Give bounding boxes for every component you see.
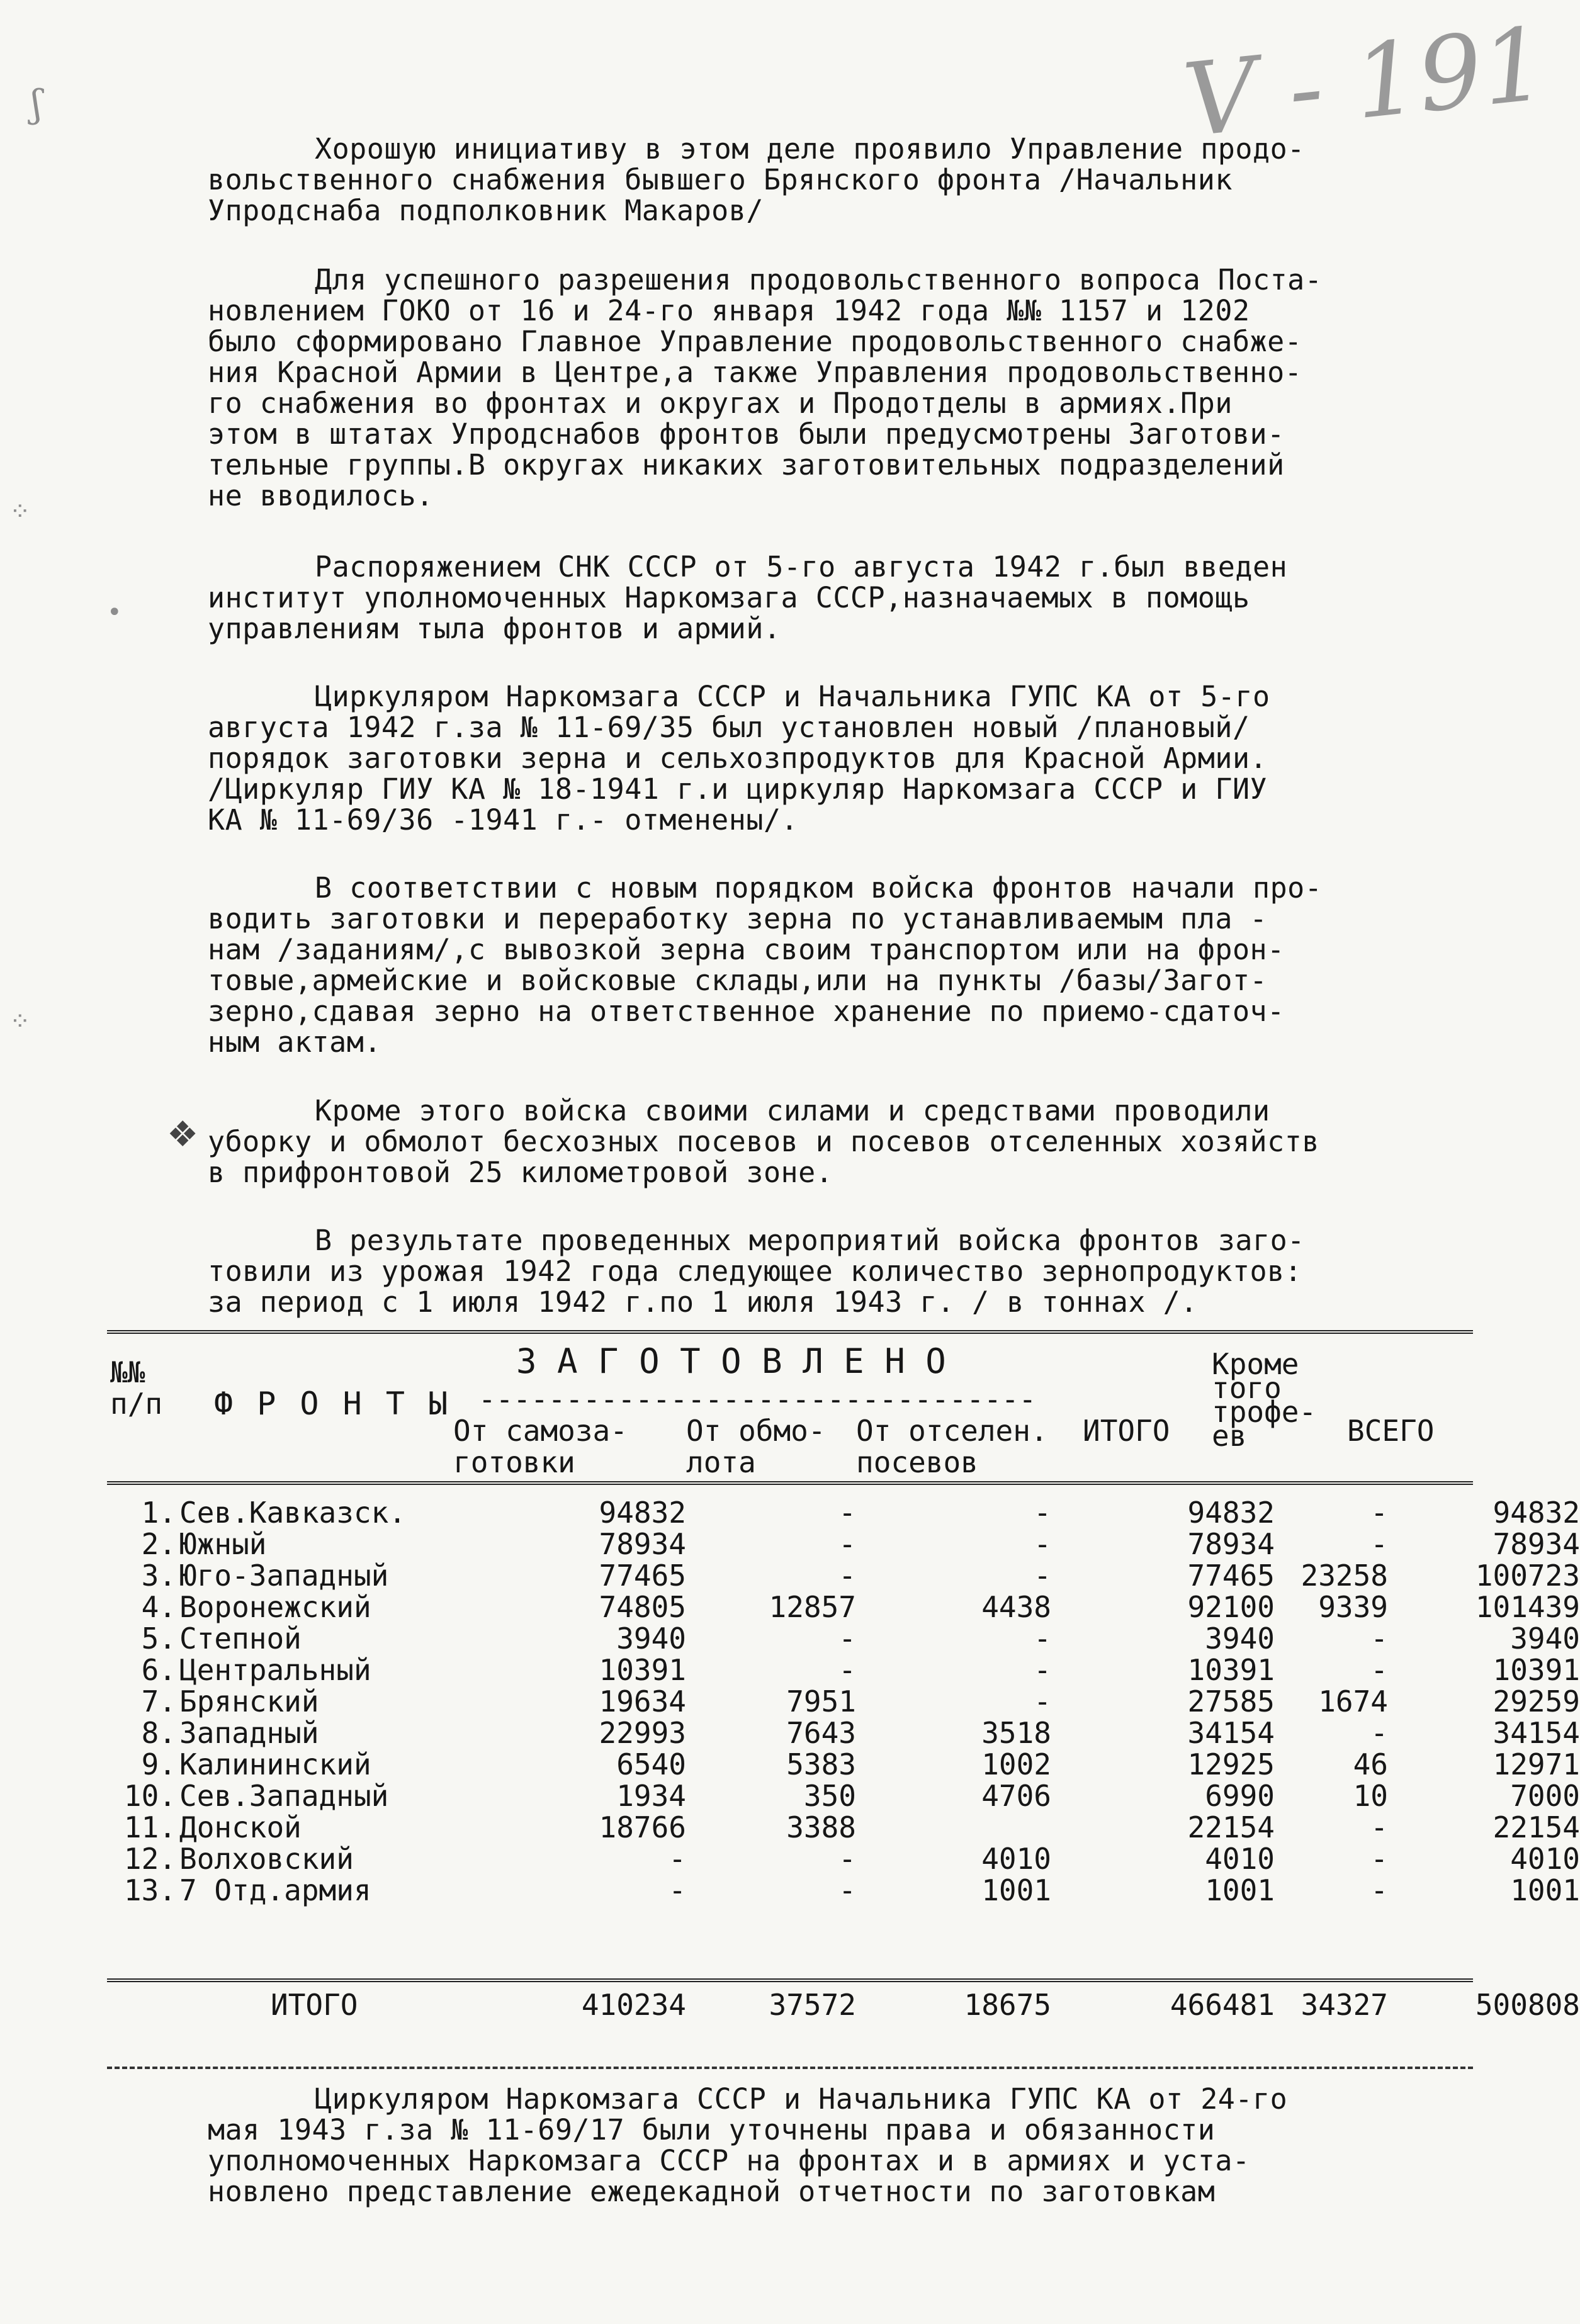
resettled-value: - [1034, 1527, 1051, 1561]
resettled-value: - [1034, 1496, 1051, 1530]
total-value: 92100 [1187, 1590, 1275, 1624]
row-number: 3. [141, 1559, 176, 1593]
front-name: Волховский [179, 1842, 354, 1876]
table-row [107, 1496, 1580, 1530]
self-procurement-value: 10391 [599, 1653, 686, 1687]
resettled-value: - [1034, 1559, 1051, 1593]
grand-total-value: 12971 [1493, 1747, 1580, 1781]
paragraph-1: Хорошую инициативу в этом деле проявило Управление продо- вольственного снабжения бывшего Брянского фронта /Начальник Упродснаба подполковник Макаров/ [208, 132, 1305, 227]
paragraph-6: Кроме этого войска своими силами и средствами проводили уборку и обмолот бесхозных посевов и посевов отселенных хозяйств в прифронтовой 25 километровой зоне. [208, 1094, 1319, 1189]
trophy-value: - [1370, 1810, 1388, 1844]
trophy-value: - [1370, 1873, 1388, 1907]
totals-label: ИТОГО [271, 1988, 358, 2022]
grand-total-value: 7000 [1510, 1779, 1580, 1813]
table-row [107, 1622, 1580, 1656]
front-name: Сев.Западный [179, 1779, 389, 1813]
table-row [107, 1810, 1580, 1844]
header-threshing: От обмо- лота [686, 1414, 826, 1479]
front-name: 7 Отд.армия [179, 1873, 371, 1907]
trophy-value: - [1370, 1653, 1388, 1687]
threshing-value: - [838, 1873, 856, 1907]
trophy-value: 1674 [1318, 1684, 1388, 1718]
threshing-value: 7643 [786, 1716, 856, 1750]
table-top-rule [107, 1330, 1473, 1334]
header-fronts: Ф Р О Н Т Ы [214, 1385, 451, 1422]
trophy-value: - [1370, 1622, 1388, 1656]
total-value: 3940 [1205, 1622, 1275, 1656]
total-value: 94832 [1187, 1496, 1275, 1530]
header-procured-group: З А Г О Т О В Л Е Н О [516, 1341, 946, 1381]
trophy-value: 10 [1353, 1779, 1388, 1813]
grand-total-value: 78934 [1493, 1527, 1580, 1561]
threshing-value: 350 [803, 1779, 856, 1813]
threshing-value: 7951 [786, 1684, 856, 1718]
grand-total-value: 101439 [1475, 1590, 1580, 1624]
self-procurement-value: 22993 [599, 1716, 686, 1750]
self-procurement-value: 6540 [616, 1747, 686, 1781]
self-procurement-value: 94832 [599, 1496, 686, 1530]
threshing-value: 3388 [786, 1810, 856, 1844]
total-value: 27585 [1187, 1684, 1275, 1718]
self-procurement-value: 78934 [599, 1527, 686, 1561]
trophy-value: - [1370, 1842, 1388, 1876]
self-procurement-value: 74805 [599, 1590, 686, 1624]
self-procurement-value: - [669, 1842, 686, 1876]
resettled-value: - [1034, 1684, 1051, 1718]
row-number: 1. [141, 1496, 176, 1530]
total-value: 6990 [1205, 1779, 1275, 1813]
header-self-procurement: От самоза- готовки [453, 1414, 628, 1479]
row-number: 9. [141, 1747, 176, 1781]
self-procurement-value: - [669, 1873, 686, 1907]
paragraph-5: В соответствии с новым порядком войска фронтов начали про- водить заготовки и переработку зерна по устанавливаемым пла - нам /заданиям/,с вывозкой зерна своим транспортом или на фрон- товые,армейские и войсковые склады,или на пункты /базы/Загот- зерно,сдавая зерно на ответственное хранение по приемо-сдаточ- ным актам. [208, 871, 1323, 1059]
trophy-value: - [1370, 1496, 1388, 1530]
total-value: 22154 [1187, 1810, 1275, 1844]
row-number: 6. [141, 1653, 176, 1687]
self-procurement-value: 1934 [616, 1779, 686, 1813]
row-number: 11. [123, 1810, 176, 1844]
trophy-value: 46 [1353, 1747, 1388, 1781]
margin-punch-hole: ⁘ [9, 497, 31, 526]
header-total: ИТОГО [1083, 1414, 1170, 1448]
header-resettled-sowings: От отселен. посевов [856, 1414, 1048, 1479]
total-value: 10391 [1187, 1653, 1275, 1687]
paragraph-7: В результате проведенных мероприятий войска фронтов заго- товили из урожая 1942 года следующее количество зернопродуктов: за период с 1 июля 1942 г.по 1 июля 1943 г. / в тоннах /. [208, 1224, 1305, 1319]
header-row-number: №№ п/п [110, 1355, 163, 1421]
threshing-value: 5383 [786, 1747, 856, 1781]
header-trophy: Кроме того трофе- ев [1212, 1347, 1317, 1453]
grand-total-value: 4010 [1510, 1842, 1580, 1876]
row-number: 2. [141, 1527, 176, 1561]
table-row [107, 1747, 1580, 1781]
row-number: 5. [141, 1622, 176, 1656]
archive-handwritten-mark: V - 191 [1178, 4, 1552, 160]
paragraph-4: Циркуляром Наркомзага СССР и Начальника ГУПС КА от 5-го августа 1942 г.за № 11-69/35 был установлен новый /плановый/ порядок заготовки зерна и сельхозпродуктов для Красной Армии. /Циркуляр ГИУ КА № 18-1941 г.и циркуляр Наркомзага СССР и ГИУ КА № 11-69/36 -1941 г.- отменены/. [208, 680, 1270, 837]
front-name: Брянский [179, 1684, 319, 1718]
self-procurement-value: 18766 [599, 1810, 686, 1844]
row-number: 10. [123, 1779, 176, 1813]
margin-dot: • [107, 598, 122, 627]
self-procurement-value: 3940 [616, 1622, 686, 1656]
threshing-value: - [838, 1496, 856, 1530]
threshing-value: 12857 [769, 1590, 856, 1624]
resettled-value: - [1034, 1622, 1051, 1656]
row-number: 12. [123, 1842, 176, 1876]
grand-total-value: 1001 [1510, 1873, 1580, 1907]
table-bottom-rule [107, 2067, 1473, 2069]
totals-row [107, 1988, 1580, 2022]
table-row [107, 1779, 1580, 1813]
grand-total-value: 34154 [1493, 1716, 1580, 1750]
grand-total-value: 100723 [1475, 1559, 1580, 1593]
threshing-value: - [838, 1842, 856, 1876]
front-name: Воронежский [179, 1590, 371, 1624]
row-number: 13. [123, 1873, 176, 1907]
margin-ink-mark: ʃ [31, 82, 42, 126]
row-number: 8. [141, 1716, 176, 1750]
margin-punch-hole: ⁘ [9, 1007, 31, 1036]
resettled-value: 3518 [981, 1716, 1051, 1750]
resettled-value: - [1034, 1653, 1051, 1687]
grand-total-value: 29259 [1493, 1684, 1580, 1718]
trophy-value: - [1370, 1716, 1388, 1750]
front-name: Степной [179, 1622, 302, 1656]
resettled-value: 1001 [981, 1873, 1051, 1907]
total-value: 78934 [1187, 1527, 1275, 1561]
self-procurement-value: 19634 [599, 1684, 686, 1718]
trophy-value: 23258 [1301, 1559, 1388, 1593]
header-bottom-rule [107, 1481, 1473, 1485]
totals-threshing: 37572 [769, 1988, 856, 2022]
front-name: Западный [179, 1716, 319, 1750]
margin-ink-blot: ❖ [167, 1114, 199, 1155]
threshing-value: - [838, 1559, 856, 1593]
totals-top-rule [107, 1978, 1473, 1982]
totals-resettled: 18675 [964, 1988, 1051, 2022]
front-name: Центральный [179, 1653, 371, 1687]
grand-total-value: 22154 [1493, 1810, 1580, 1844]
grand-total-value: 3940 [1510, 1622, 1580, 1656]
totals-self-procurement: 410234 [581, 1988, 686, 2022]
table-row [107, 1590, 1580, 1624]
front-name: Южный [179, 1527, 267, 1561]
total-value: 77465 [1187, 1559, 1275, 1593]
resettled-value: 4706 [981, 1779, 1051, 1813]
header-grand-total: ВСЕГО [1347, 1414, 1435, 1448]
trophy-value: - [1370, 1527, 1388, 1561]
resettled-value: 1002 [981, 1747, 1051, 1781]
paragraph-2: Для успешного разрешения продовольственного вопроса Поста- новлением ГОКО от 16 и 24-го января 1942 года №№ 1157 и 1202 было сформировано Главное Управление продовольственного снабже- ния Красной Армии в Центре,а также Управления продовольственно- го снабжения во фронтах и округах и Продотделы в армиях.При этом в штатах Упродснабов фронтов были предусмотрены Заготови- тельные группы.В округах никаких заготовительных подразделений не вводилось. [208, 263, 1323, 512]
grand-total-value: 94832 [1493, 1496, 1580, 1530]
totals-grand-total: 500808 [1475, 1988, 1580, 2022]
grand-total-value: 10391 [1493, 1653, 1580, 1687]
table-row [107, 1873, 1580, 1907]
threshing-value: - [838, 1527, 856, 1561]
table-row [107, 1559, 1580, 1593]
paragraph-final: Циркуляром Наркомзага СССР и Начальника ГУПС КА от 24-го мая 1943 г.за № 11-69/17 были уточнены права и обязанности уполномоченных Наркомзага СССР на фронтах и в армиях и уста- новлено представление ежедекадной отчетности по заготовкам [208, 2082, 1288, 2208]
table-row [107, 1684, 1580, 1718]
resettled-value: 4010 [981, 1842, 1051, 1876]
total-value: 4010 [1205, 1842, 1275, 1876]
threshing-value: - [838, 1622, 856, 1656]
totals-total: 466481 [1170, 1988, 1275, 2022]
trophy-value: 9339 [1318, 1590, 1388, 1624]
totals-trophy: 34327 [1301, 1988, 1388, 2022]
header-group-dashes: -------------------------------- [478, 1382, 1037, 1416]
paragraph-3: Распоряжением СНК СССР от 5-го августа 1942 г.был введен институт уполномоченных Наркомзага СССР,назначаемых в помощь управлениям тыла фронтов и армий. [208, 550, 1288, 645]
table-row [107, 1653, 1580, 1687]
resettled-value: 4438 [981, 1590, 1051, 1624]
front-name: Юго-Западный [179, 1559, 389, 1593]
table-row [107, 1527, 1580, 1561]
front-name: Сев.Кавказск. [179, 1496, 407, 1530]
front-name: Калининский [179, 1747, 371, 1781]
total-value: 34154 [1187, 1716, 1275, 1750]
self-procurement-value: 77465 [599, 1559, 686, 1593]
front-name: Донской [179, 1810, 302, 1844]
row-number: 4. [141, 1590, 176, 1624]
total-value: 1001 [1205, 1873, 1275, 1907]
total-value: 12925 [1187, 1747, 1275, 1781]
threshing-value: - [838, 1653, 856, 1687]
table-row [107, 1716, 1580, 1750]
row-number: 7. [141, 1684, 176, 1718]
table-row [107, 1842, 1580, 1876]
